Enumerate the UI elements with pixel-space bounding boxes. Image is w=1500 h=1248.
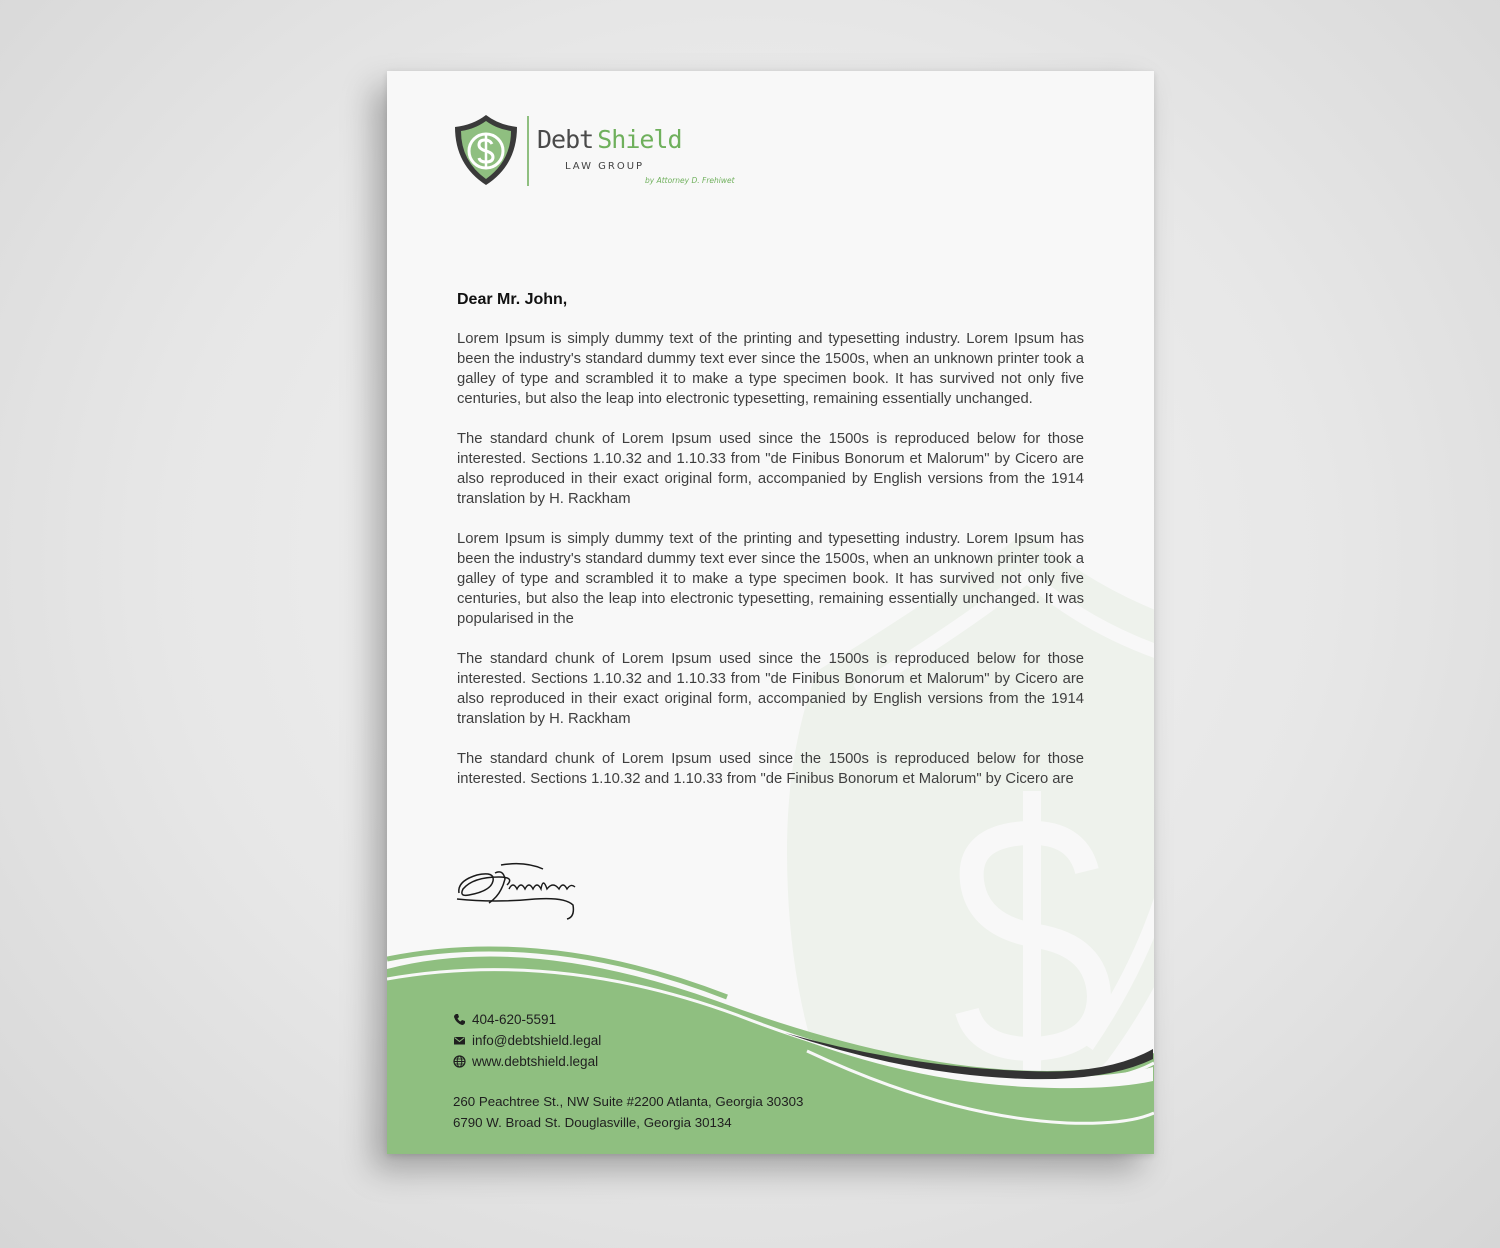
address-block (453, 1091, 803, 1133)
letterhead-page (387, 71, 1154, 1154)
salutation: Dear Mr. John, (457, 291, 568, 308)
phone-icon (453, 1013, 466, 1026)
phone-number: 404-620-5591 (472, 1012, 557, 1027)
envelope-icon (453, 1034, 466, 1047)
address-line-2: 6790 W. Broad St. Douglasville, Georgia 30134 (453, 1115, 732, 1130)
website-url: www.debtshield.legal (472, 1054, 599, 1069)
paragraph-3: Lorem Ipsum is simply dummy text of the printing and typesetting industry. Lorem Ipsum has been the industry's standard dummy text ever since the 1500s, when an unknown printer took a galley of type and scrambled it to make a type specimen book. It has survived not only five centuries, but also the leap into electronic typesetting, remaining essentially unchanged. It was popularised in the (457, 531, 1084, 627)
logo-divider (527, 116, 529, 186)
contact-email (453, 1030, 601, 1051)
brand-word-debt: Debt (537, 125, 594, 154)
contact-phone (453, 1009, 601, 1030)
shield-dollar-icon (453, 113, 519, 187)
paragraph-1: Lorem Ipsum is simply dummy text of the printing and typesetting industry. Lorem Ipsum has been the industry's standard dummy text ever since the 1500s, when an unknown printer took a galley of type and scrambled it to make a type specimen book. It has survived not only five centuries, but also the leap into electronic typesetting, remaining essentially unchanged. (457, 331, 1084, 407)
brand-byline: by Attorney D. Frehiwet (645, 176, 735, 185)
contact-block (453, 1009, 601, 1072)
paragraph-2: The standard chunk of Lorem Ipsum used since the 1500s is reproduced below for those interested. Sections 1.10.32 and 1.10.33 from "de Finibus Bonorum et Malorum" by Cicero are also reproduced in their exact original form, accompanied by English versions from the 1914 translation by H. Rackham (457, 431, 1084, 507)
address-line-1: 260 Peachtree St., NW Suite #2200 Atlanta, Georgia 30303 (453, 1094, 804, 1109)
contact-website (453, 1051, 601, 1072)
handwritten-signature (455, 859, 585, 923)
globe-icon (453, 1055, 466, 1068)
brand-subtitle: LAW GROUP (565, 161, 645, 172)
brand-word-shield: Shield (597, 125, 682, 154)
company-logo (453, 113, 735, 188)
brand-name (537, 125, 682, 154)
paragraph-4: The standard chunk of Lorem Ipsum used since the 1500s is reproduced below for those interested. Sections 1.10.32 and 1.10.33 from "de Finibus Bonorum et Malorum" by Cicero are also reproduced in their exact original form, accompanied by English versions from the 1914 translation by H. Rackham (457, 651, 1084, 727)
letter-body (457, 291, 1084, 809)
email-address: info@debtshield.legal (472, 1033, 602, 1048)
paragraph-5: The standard chunk of Lorem Ipsum used since the 1500s is reproduced below for those interested. Sections 1.10.32 and 1.10.33 from "de Finibus Bonorum et Malorum" by Cicero are (457, 751, 1084, 787)
